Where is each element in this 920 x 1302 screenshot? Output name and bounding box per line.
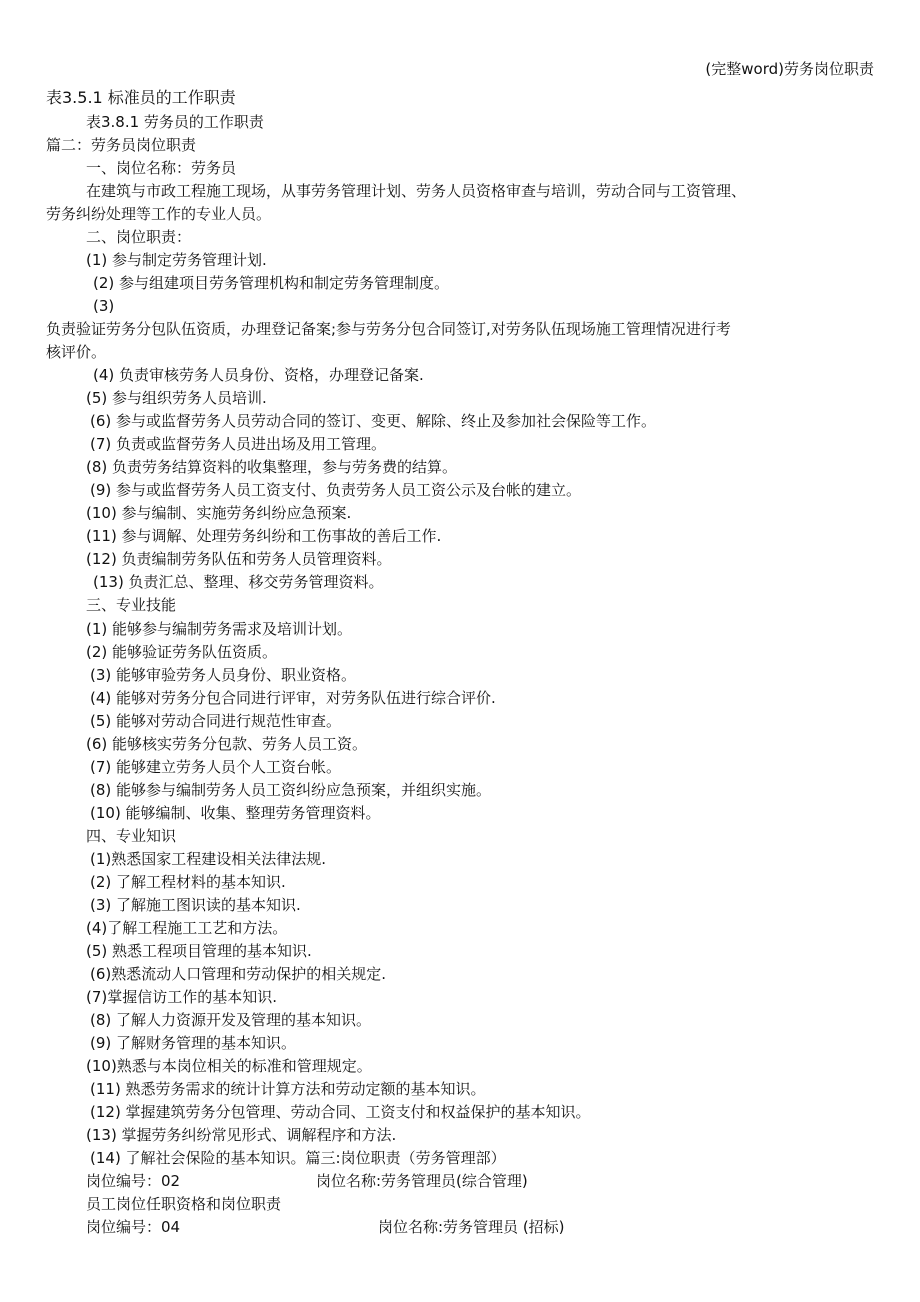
text-line: (7) 能够建立劳务人员个人工资台帐。 [90,758,342,776]
text-line: (3) 能够审验劳务人员身份、职业资格。 [90,666,357,684]
text-line: (4)了解工程施工工艺和方法。 [86,919,288,937]
text-line: (3) 了解施工图识读的基本知识. [90,896,301,914]
text-line: (10) 能够编制、收集、整理劳务管理资料。 [90,804,381,822]
text-line: (2) 参与组建项目劳务管理机构和制定劳务管理制度。 [93,274,450,292]
text-line: (6) 能够核实劳务分包款、劳务人员工资。 [86,735,368,753]
text-line: 表3.5.1 标准员的工作职责 [46,88,236,107]
text-line: (5) 能够对劳动合同进行规范性审查。 [90,712,342,730]
text-line: (5) 参与组织劳务人员培训. [86,389,267,407]
text-line: 二、岗位职责： [86,228,192,246]
text-line: 一、岗位名称：劳务员 [86,159,237,177]
text-line: (3) [93,297,115,315]
text-line: (8) 了解人力资源开发及管理的基本知识。 [90,1011,372,1029]
text-line: (13) 掌握劳务纠纷常见形式、调解程序和方法. [86,1126,397,1144]
text-line: 表3.8.1 劳务员的工作职责 [86,113,264,131]
text-line: 核评价。 [46,343,107,361]
text-line: 岗位编号：04 [86,1218,181,1236]
text-line: 三、专业技能 [86,596,177,614]
text-line: (10)熟悉与本岗位相关的标准和管理规定。 [86,1057,372,1075]
text-line: 负责验证劳务分包队伍资质，办理登记备案;参与劳务分包合同签订,对劳务队伍现场施工管理情况进行考 [46,320,731,338]
text-line: (6)熟悉流动人口管理和劳动保护的相关规定. [90,965,387,983]
page-header: (完整word)劳务岗位职责 [705,60,874,78]
text-line: 四、专业知识 [86,827,177,845]
text-line: (12) 掌握建筑劳务分包管理、劳动合同、工资支付和权益保护的基本知识。 [90,1103,591,1121]
text-line: (8) 负责劳务结算资料的收集整理，参与劳务费的结算。 [86,458,458,476]
text-line: (7) 负责或监督劳务人员进出场及用工管理。 [90,435,387,453]
text-line: (2) 了解工程材料的基本知识. [90,873,286,891]
text-line: 岗位名称:劳务管理员(综合管理) [316,1172,528,1190]
text-line: (4) 负责审核劳务人员身份、资格，办理登记备案. [93,366,424,384]
text-line: 在建筑与市政工程施工现场，从事劳务管理计划、劳务人员资格审查与培训，劳动合同与工资管理、 [86,182,747,200]
text-line: (5) 熟悉工程项目管理的基本知识. [86,942,312,960]
text-line: (1) 参与制定劳务管理计划. [86,251,267,269]
text-line: 篇二：劳务员岗位职责 [46,136,197,154]
text-line: (14) 了解社会保险的基本知识。篇三:岗位职责（劳务管理部） [90,1149,506,1167]
text-line: (12) 负责编制劳务队伍和劳务人员管理资料。 [86,550,392,568]
text-line: (9) 参与或监督劳务人员工资支付、负责劳务人员工资公示及台帐的建立。 [90,481,582,499]
text-line: (1)熟悉国家工程建设相关法律法规. [90,850,327,868]
text-line: (6) 参与或监督劳务人员劳动合同的签订、变更、解除、终止及参加社会保险等工作。 [90,412,657,430]
text-line: (11) 熟悉劳务需求的统计计算方法和劳动定额的基本知识。 [90,1080,486,1098]
text-line: (10) 参与编制、实施劳务纠纷应急预案. [86,504,352,522]
text-line: (8) 能够参与编制劳务人员工资纠纷应急预案，并组织实施。 [90,781,492,799]
text-line: (4) 能够对劳务分包合同进行评审，对劳务队伍进行综合评价. [90,689,496,707]
text-line: 员工岗位任职资格和岗位职责 [86,1195,282,1213]
text-line: (7)掌握信访工作的基本知识. [86,988,278,1006]
text-line: 岗位编号：02 [86,1172,181,1190]
text-line: 劳务纠纷处理等工作的专业人员。 [46,205,272,223]
text-line: 岗位名称:劳务管理员 (招标) [378,1218,565,1236]
text-line: (11) 参与调解、处理劳务纠纷和工伤事故的善后工作. [86,527,442,545]
text-line: (9) 了解财务管理的基本知识。 [90,1034,297,1052]
text-line: (2) 能够验证劳务队伍资质。 [86,643,278,661]
text-line: (13) 负责汇总、整理、移交劳务管理资料。 [93,573,384,591]
text-line: (1) 能够参与编制劳务需求及培训计划。 [86,620,353,638]
